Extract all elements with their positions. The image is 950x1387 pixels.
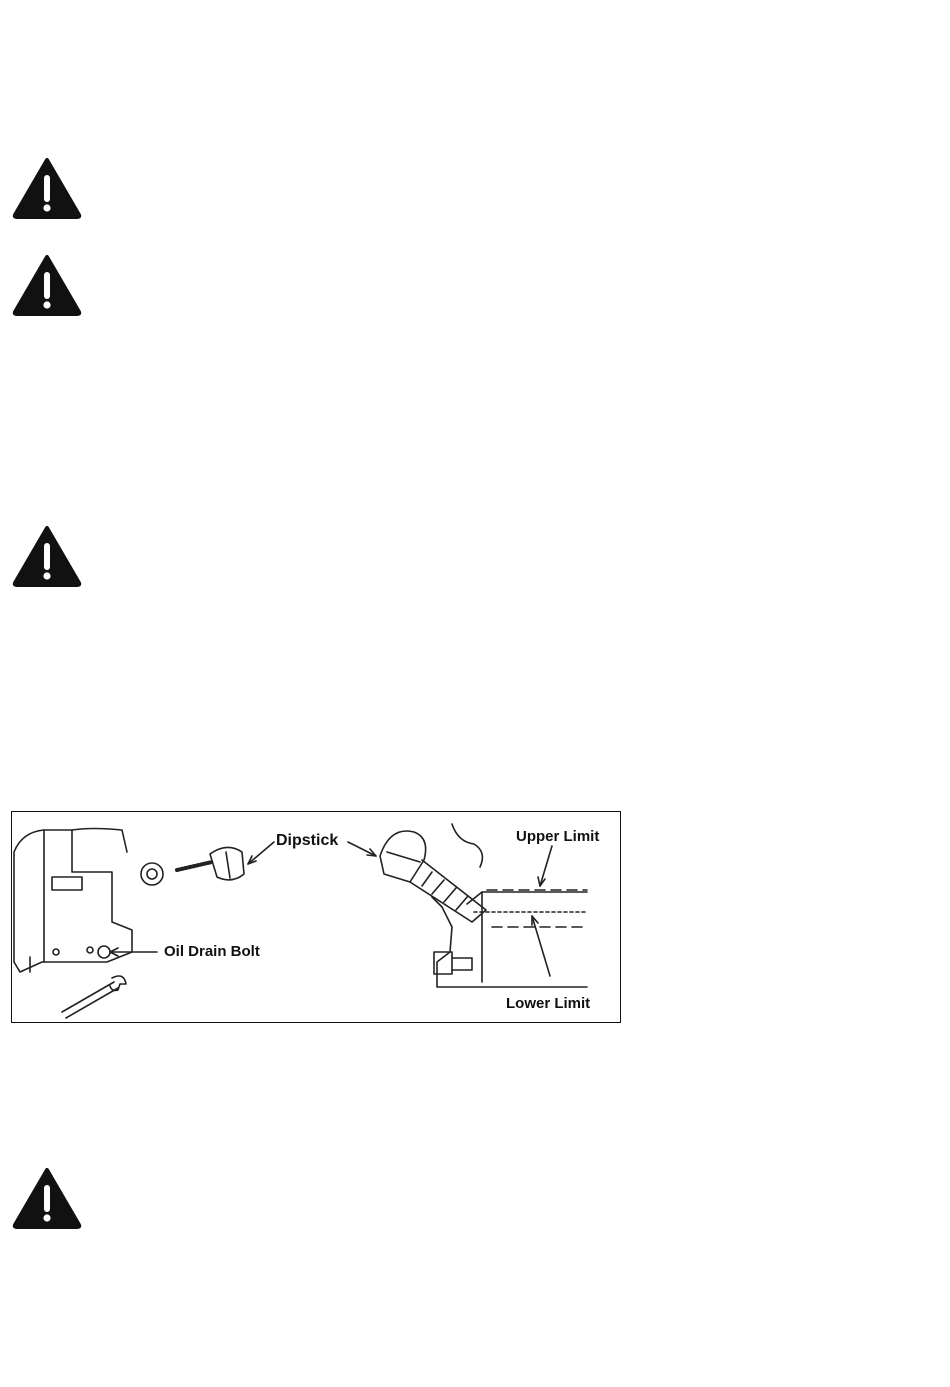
- warning-triangle-icon: [12, 254, 82, 316]
- warning-triangle-icon: [12, 157, 82, 219]
- oil-drain-bolt: [98, 946, 110, 958]
- dipstick-label: Dipstick: [276, 832, 339, 849]
- wrench: [62, 982, 118, 1018]
- lower-limit-label: Lower Limit: [506, 995, 591, 1012]
- oil-drain-bolt-label: Oil Drain Bolt: [164, 943, 260, 960]
- warning-triangle-icon: [12, 525, 82, 587]
- oil-check-figure: [11, 811, 621, 1023]
- upper-limit-label: Upper Limit: [516, 828, 600, 845]
- warning-triangle-icon: [12, 1167, 82, 1229]
- oil-fill-port: [141, 863, 163, 885]
